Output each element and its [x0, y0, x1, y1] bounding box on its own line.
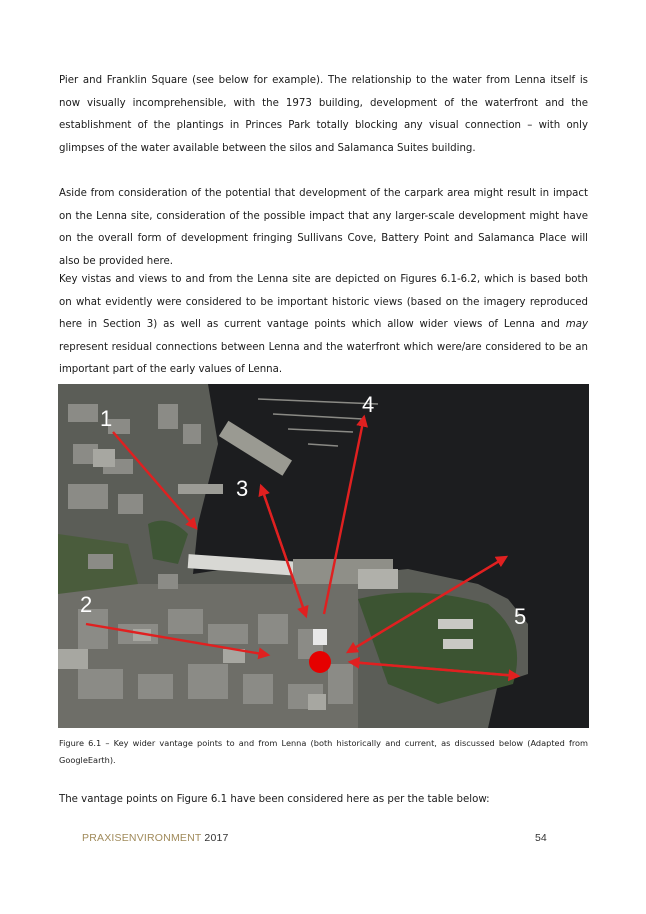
vantage-label-3: 3 [236, 476, 249, 501]
figure-caption: Figure 6.1 – Key wider vantage points to and from Lenna (both historically and current, as discussed below (Adapted from GoogleEarth). [59, 738, 588, 765]
footer-organization [82, 832, 229, 844]
page-number: 54 [535, 832, 547, 844]
footer-year: 2017 [201, 832, 229, 844]
paragraph-3-text-end: represent residual connections between Lenna and the waterfront which were/are considered to be an important part of the early values of Lenna. [59, 341, 588, 375]
aerial-map-figure [58, 384, 589, 728]
vantage-label-2: 2 [80, 592, 93, 617]
body-paragraph-1: Pier and Franklin Square (see below for example). The relationship to the water from Lenna itself is now visually incomprehensible, with the 1973 building, development of the waterfront and the establishment of the plantings in Princes Park totally blocking any visual connection – with only glimpses of the water available between the silos and Salamanca Suites building. [59, 75, 588, 154]
aerial-map-image [58, 384, 589, 728]
paragraph-3-italic-word: may [565, 319, 588, 330]
body-paragraph-3 [59, 269, 588, 382]
vantage-label-5: 5 [514, 604, 527, 629]
lenna-site-marker [309, 651, 331, 673]
body-paragraph-4: The vantage points on Figure 6.1 have been considered here as per the table below: [59, 794, 490, 805]
body-paragraph-2: Aside from consideration of the potential that development of the carpark area might result in impact on the Lenna site, consideration of the possible impact that any larger-scale development might have on the overall form of development fringing Sullivans Cove, Battery Point and Salamanca Place will also be provided here. [59, 188, 588, 267]
footer-org-name: PRAXISENVIRONMENT [82, 832, 202, 844]
vantage-label-1: 1 [100, 406, 113, 431]
paragraph-3-text-start: Key vistas and views to and from the Lenna site are depicted on Figures 6.1-6.2, which is based both on what evidently were considered to be important historic views (based on the imagery reproduced here in Section 3) as well as current vantage points which allow wider views of Lenna and [59, 274, 588, 330]
vantage-label-4: 4 [362, 392, 375, 417]
